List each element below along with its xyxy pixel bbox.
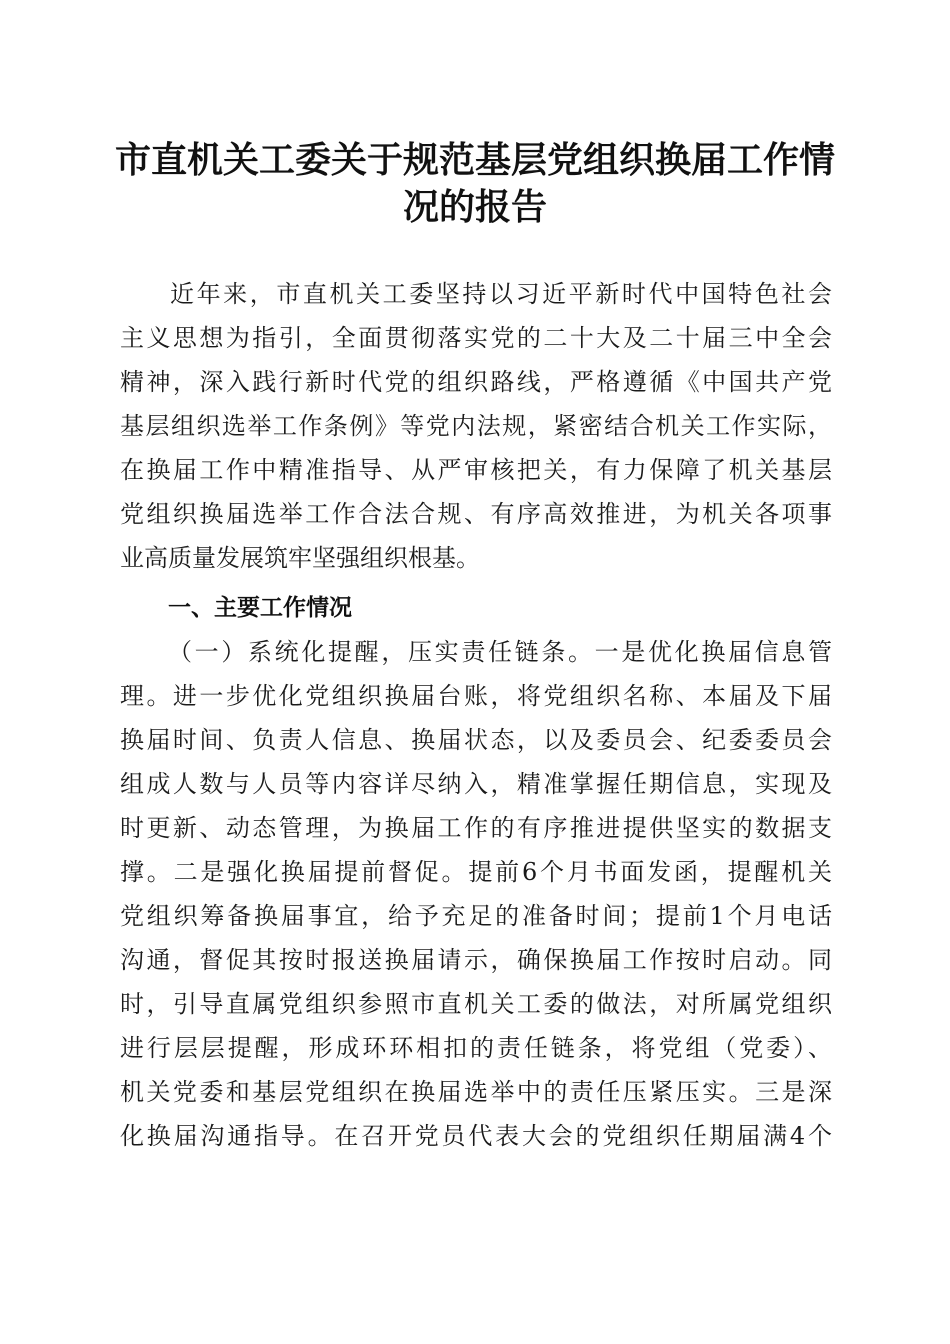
document-title-line-2: 况的报告 [402,186,547,228]
document-title-line-1: 市直机关工委关于规范基层党组织换届工作情 [114,139,835,181]
text-line: （一）系统化提醒，压实责任链条。一是优化换届信息管 [168,638,832,666]
text-line: 在换届工作中精准指导、从严审核把关，有力保障了机关基层 [120,456,832,484]
text-line: 基层组织选举工作条例》等党内法规，紧密结合机关工作实际， [120,412,832,440]
text-line: 党组织换届选举工作合法合规、有序高效推进，为机关各项事 [120,500,832,528]
text-line: 组成人数与人员等内容详尽纳入，精准掌握任期信息，实现及 [120,770,832,798]
text-line: 撑。二是强化换届提前督促。提前6个月书面发函，提醒机关 [120,858,832,886]
text-line: 换届时间、负责人信息、换届状态，以及委员会、纪委委员会 [120,726,832,754]
text-line: 时更新、动态管理，为换届工作的有序推进提供坚实的数据支 [120,814,832,842]
section-paragraph [120,630,832,1158]
section-heading: 一、主要工作情况 [168,595,352,621]
text-line: 进行层层提醒，形成环环相扣的责任链条，将党组（党委）、 [120,1034,832,1062]
text-line: 沟通，督促其按时报送换届请示，确保换届工作按时启动。同 [120,946,832,974]
text-line: 机关党委和基层党组织在换届选举中的责任压紧压实。三是深 [120,1078,832,1106]
text-line: 业高质量发展筑牢坚强组织根基。 [120,544,480,572]
text-line: 精神，深入践行新时代党的组织路线，严格遵循《中国共产党 [120,368,832,396]
text-line: 主义思想为指引，全面贯彻落实党的二十大及二十届三中全会 [120,324,832,352]
intro-paragraph [120,272,832,580]
text-line: 时，引导直属党组织参照市直机关工委的做法，对所属党组织 [120,990,832,1018]
text-line: 近年来，市直机关工委坚持以习近平新时代中国特色社会 [170,280,832,308]
text-line: 党组织筹备换届事宜，给予充足的准备时间；提前1个月电话 [120,902,832,930]
text-line: 理。进一步优化党组织换届台账，将党组织名称、本届及下届 [120,682,832,710]
text-line: 化换届沟通指导。在召开党员代表大会的党组织任期届满4个 [120,1122,832,1150]
